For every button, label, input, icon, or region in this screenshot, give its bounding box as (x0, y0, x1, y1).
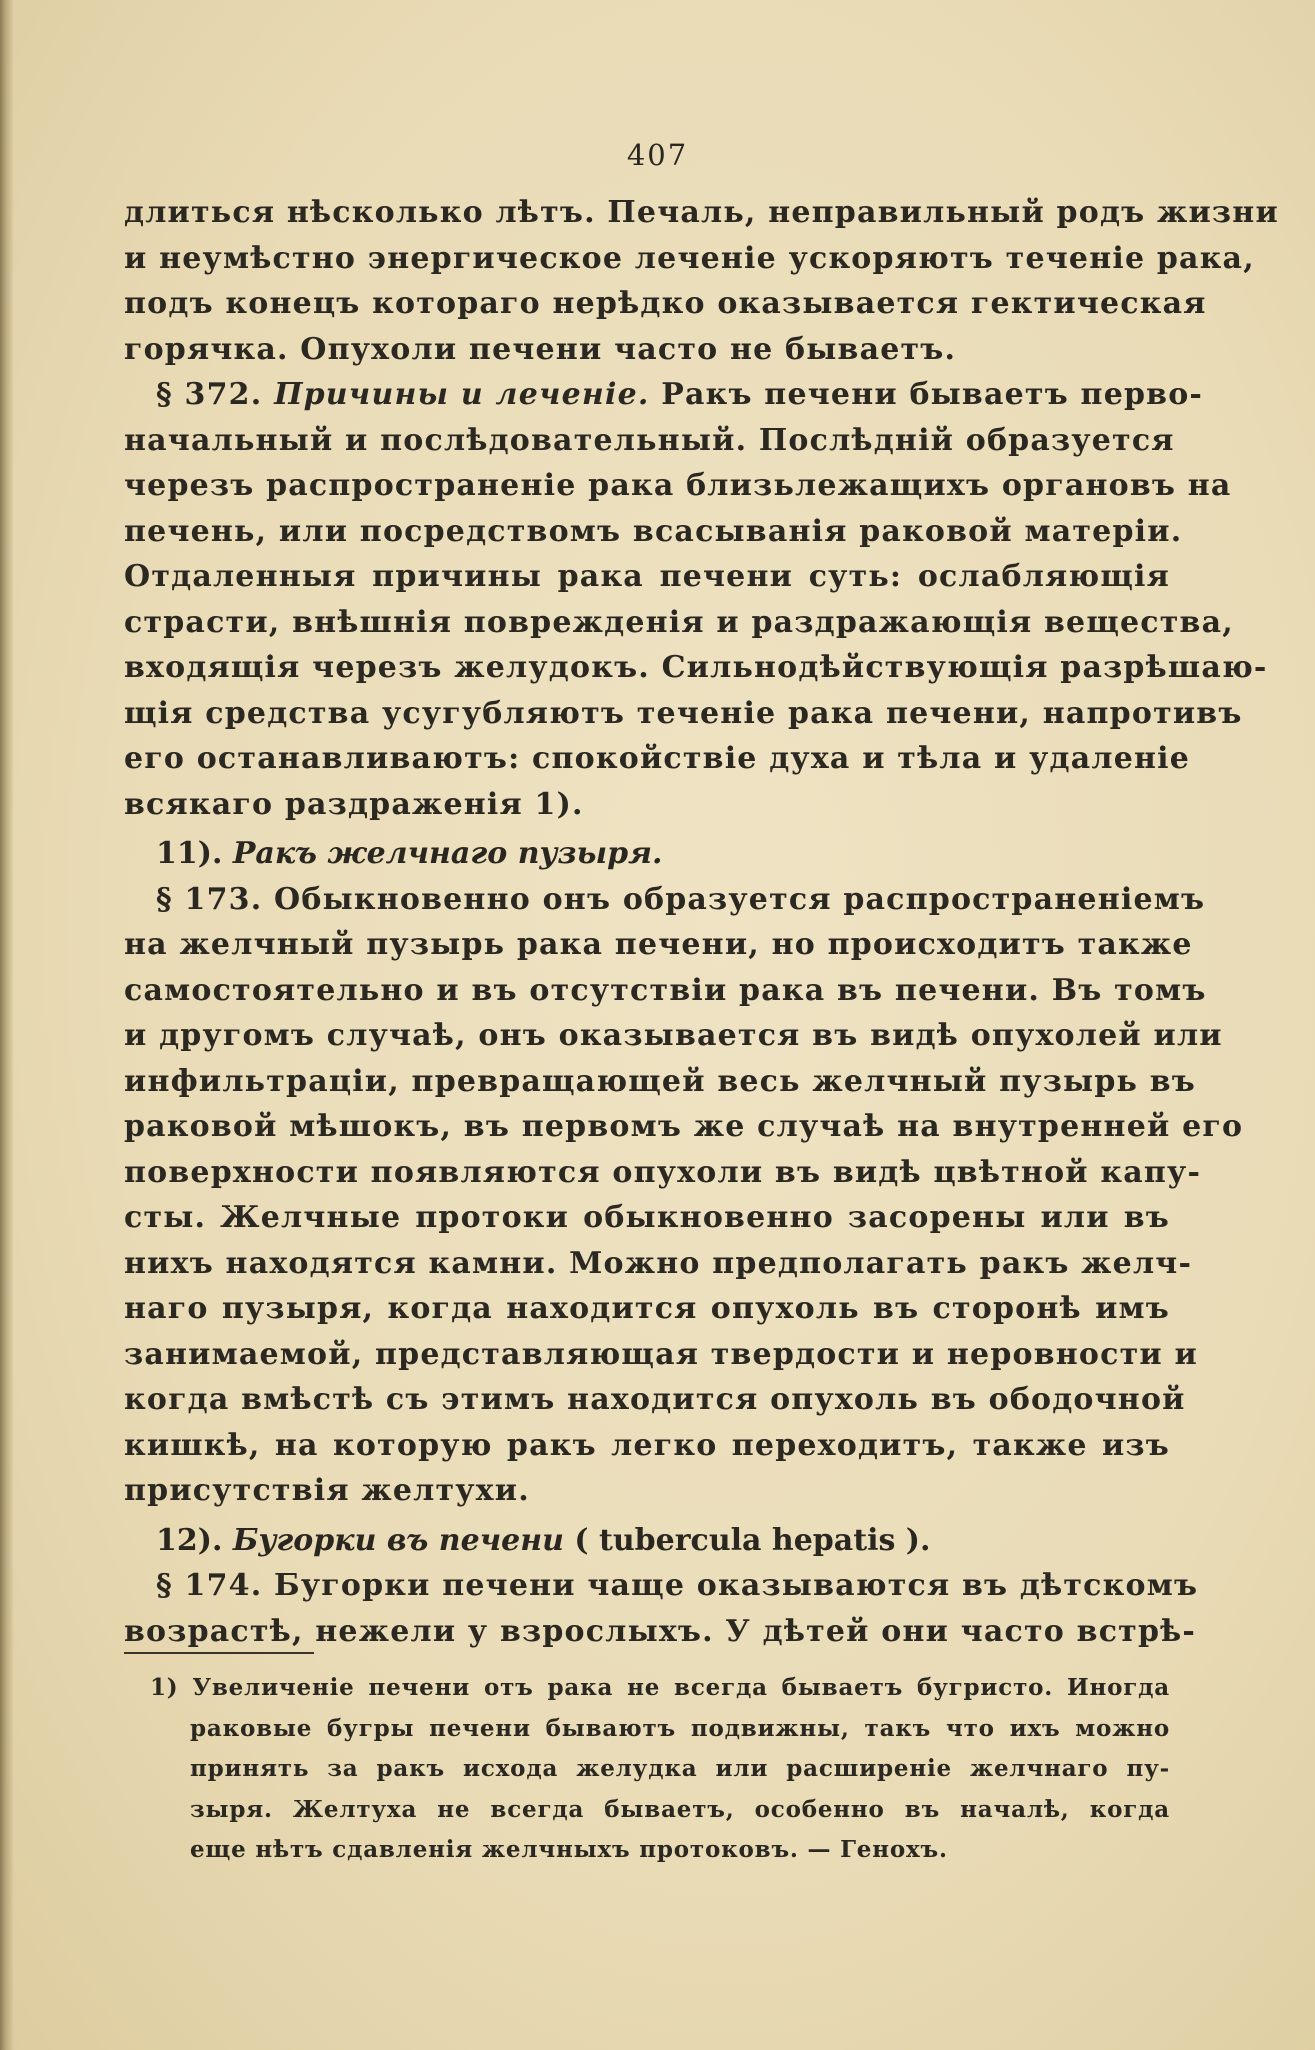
text-line: поверхности появляются опухоли въ видѣ цвѣтной капу- (124, 1154, 1202, 1190)
section-173 (124, 877, 1244, 1514)
footnote-line: 1) Увеличеніе печени отъ рака не всегда бываетъ бугристо. Иногда (150, 1674, 1170, 1701)
text-line: входящія черезъ желудокъ. Сильнодѣйствующія разрѣшаю- (124, 650, 1268, 685)
page-binding-edge (0, 0, 14, 2050)
footnote-line: зыря. Желтуха не всегда бываетъ, особенно въ началѣ, когда (190, 1795, 1170, 1823)
text-line: начальный и послѣдовательный. Послѣдній образуется (124, 422, 1175, 458)
text-line: нихъ находятся камни. Можно предполагать ракъ желч- (124, 1245, 1193, 1281)
text-line: занимаемой, представляющая твердости и неровности и (124, 1336, 1198, 1372)
footnote-line: принять за ракъ исхода желудка или расширеніе желчнаго пу- (190, 1755, 1170, 1782)
text-line: горячка. Опухоли печени часто не бываетъ. (124, 331, 957, 367)
text-line: длиться нѣсколько лѣтъ. Печаль, неправильный родъ жизни (124, 195, 1279, 230)
text-line: Отдаленныя причины рака печени суть: ослабляющія (124, 559, 1170, 594)
text-line: § 173. Обыкновенно онъ образуется распространеніемъ (156, 881, 1206, 917)
page-number: 407 (626, 138, 689, 172)
subsection-title: Бугорки въ печени (232, 1522, 564, 1558)
subsection-number: 12). (156, 1522, 223, 1558)
subsection-title: Ракъ желчнаго пузыря. (232, 836, 663, 871)
section-number: § 372. (156, 377, 263, 412)
section-text: Ракъ печени бываетъ перво- (661, 377, 1204, 412)
footnote (150, 1668, 1170, 1871)
text-line: наго пузыря, когда находится опухоль въ сторонѣ имъ (124, 1291, 1170, 1326)
text-line: его останавливаютъ: спокойствіе духа и тѣла и удаленіе (124, 741, 1191, 776)
paragraph-continuation (124, 190, 1279, 372)
text-line: черезъ распространеніе рака близьлежащихъ органовъ на (124, 468, 1232, 503)
text-line: сты. Желчные протоки обыкновенно засорены или въ (124, 1200, 1170, 1235)
footnote-line: раковые бугры печени бываютъ подвижны, такъ что ихъ можно (190, 1714, 1170, 1742)
text-line: и неумѣстно энергическое леченіе ускоряютъ теченіе рака, (124, 240, 1255, 276)
subsection-heading-12 (124, 1518, 1170, 1564)
text-line: щія средства усугубляютъ теченіе рака печени, напротивъ (124, 695, 1243, 731)
subsection-latin-name: ( tubercula hepatis ). (574, 1522, 931, 1558)
text-line: всякаго раздраженія 1). (124, 786, 584, 822)
footnote-line: еще нѣтъ сдавленія желчныхъ протоковъ. — Геноxъ. (190, 1836, 948, 1863)
section-174 (124, 1563, 1199, 1654)
text-line: страсти, внѣшнія поврежденія и раздражающія вещества, (124, 604, 1234, 640)
text-line: когда вмѣстѣ съ этимъ находится опухоль въ ободочной (124, 1382, 1186, 1417)
section-title: Причины и леченіе. (274, 377, 650, 412)
section-372 (124, 372, 1268, 827)
text-line: самостоятельно и въ отсутствіи рака въ печени. Въ томъ (124, 972, 1207, 1008)
text-line: и другомъ случаѣ, онъ оказывается въ видѣ опухолей или (124, 1018, 1223, 1053)
text-line: § 174. Бугорки печени чаще оказываются въ дѣтскомъ (156, 1568, 1199, 1603)
subsection-number: 11). (156, 836, 223, 871)
main-text (124, 190, 1279, 1654)
subsection-heading-11 (124, 831, 1170, 877)
text-line: на желчный пузырь рака печени, но происходитъ также (124, 927, 1193, 962)
text-line: возрастѣ, нежели у взрослыхъ. У дѣтей они часто встрѣ- (124, 1613, 1197, 1649)
text-line: печень, или посредствомъ всасыванія раковой матеріи. (124, 513, 1183, 549)
footnote-separator (124, 1652, 314, 1654)
text-line: кишкѣ, на которую ракъ легко переходитъ, также изъ (124, 1427, 1170, 1463)
text-line: подъ конецъ котораго нерѣдко оказывается гектическая (124, 286, 1207, 321)
text-line: раковой мѣшокъ, въ первомъ же случаѣ на внутренней его (124, 1109, 1244, 1144)
section-first-line (124, 372, 1204, 418)
text-line: инфильтраціи, превращающей весь желчный пузырь въ (124, 1063, 1196, 1099)
text-line: присутствія желтухи. (124, 1473, 530, 1508)
